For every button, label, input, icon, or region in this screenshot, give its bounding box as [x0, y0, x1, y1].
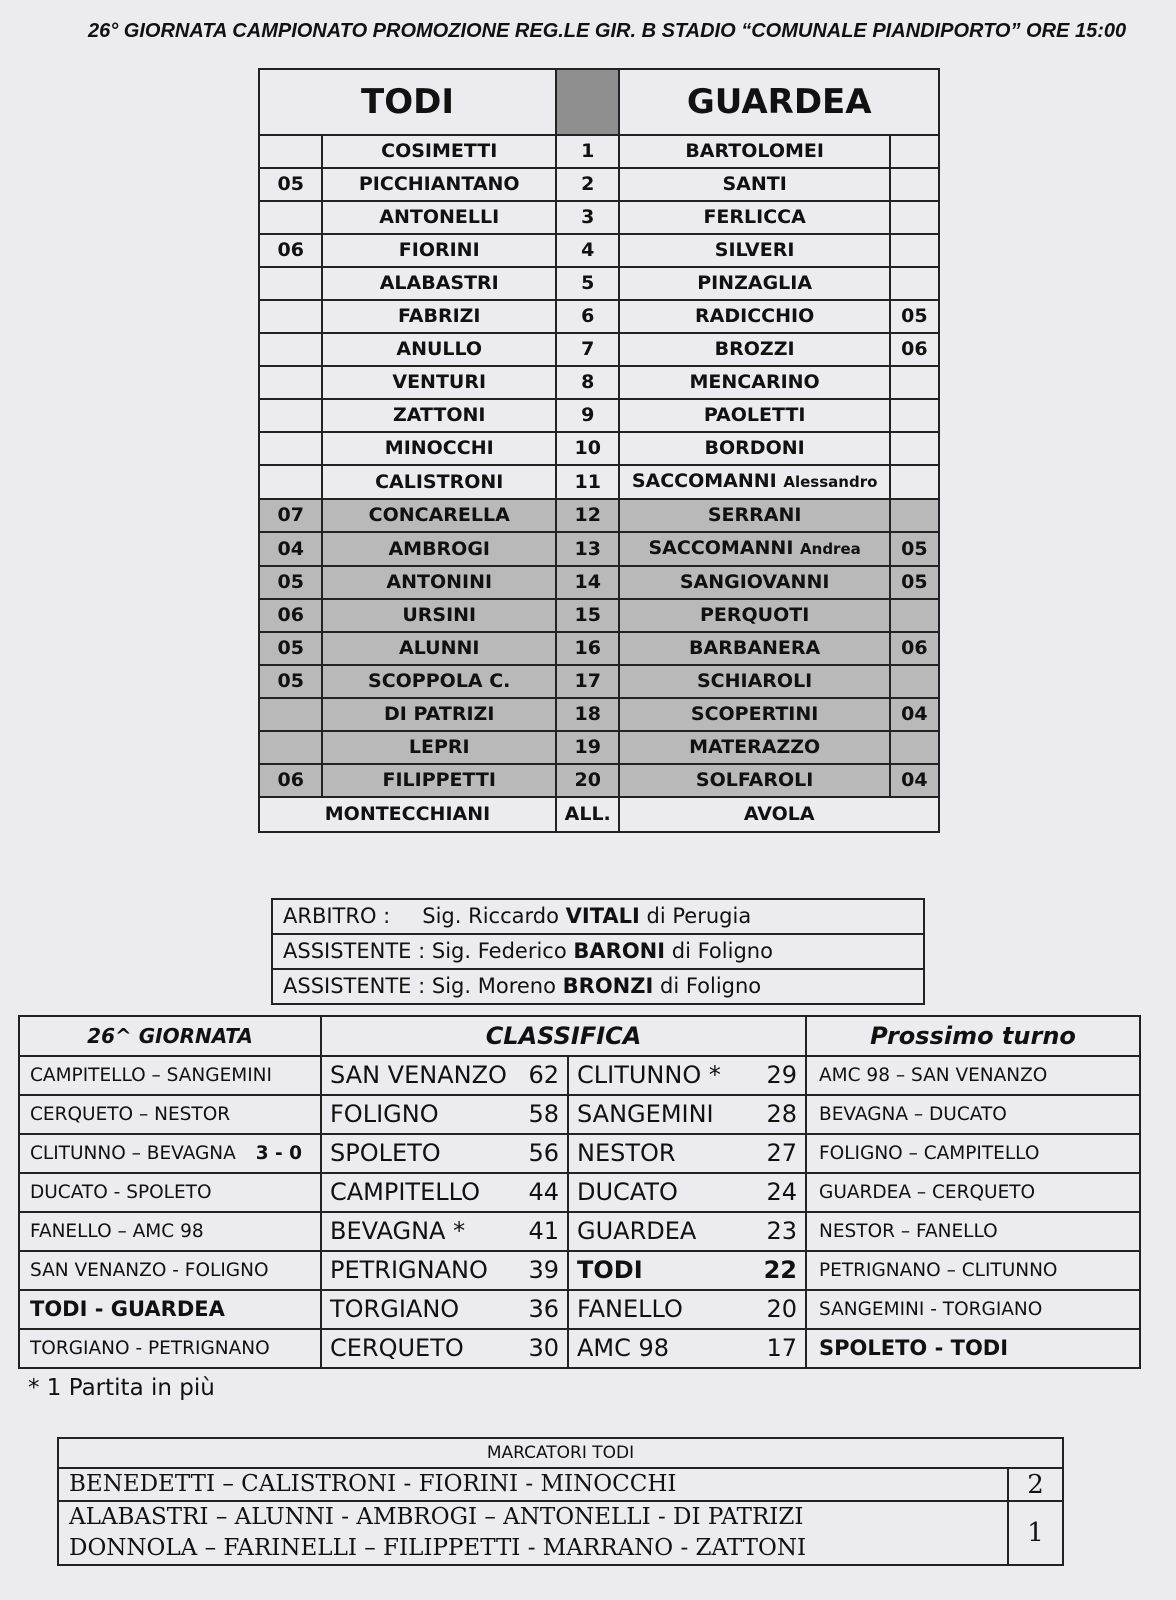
shirt-number: 15 — [556, 599, 619, 632]
official-surname: BARONI — [573, 939, 666, 963]
team-points: 41 — [528, 1217, 559, 1245]
lineup-row — [259, 599, 939, 632]
away-sub-minute — [890, 399, 939, 432]
away-player-name: SCHIAROLI — [696, 670, 813, 692]
away-player — [619, 366, 889, 399]
away-player-name: MATERAZZO — [689, 736, 821, 758]
away-player — [619, 168, 889, 201]
away-player-name: MENCARINO — [689, 371, 820, 393]
next-match: SANGEMINI - TORGIANO — [806, 1290, 1140, 1329]
team-name: FOLIGNO — [330, 1100, 439, 1128]
away-sub-minute: 06 — [890, 333, 939, 366]
away-sub-minute — [890, 168, 939, 201]
matchday-result — [19, 1095, 321, 1134]
away-sub-minute — [890, 366, 939, 399]
away-player — [619, 399, 889, 432]
away-player-name: SCOPERTINI — [690, 703, 819, 725]
home-sub-minute — [259, 731, 322, 764]
page-title: 26° GIORNATA CAMPIONATO PROMOZIONE REG.LE GIR. B STADIO “COMUNALE PIANDIPORTO” ORE 15:00 — [88, 20, 1127, 42]
away-player — [619, 632, 889, 665]
standings-row — [19, 1212, 1140, 1251]
home-sub-minute: 05 — [259, 168, 322, 201]
official-row — [272, 899, 924, 934]
away-sub-minute — [890, 267, 939, 300]
official-row — [272, 934, 924, 969]
away-sub-minute — [890, 731, 939, 764]
away-player — [619, 532, 889, 566]
away-player-name: BARBANERA — [689, 637, 821, 659]
lineup-row — [259, 499, 939, 532]
shirt-number: 4 — [556, 234, 619, 267]
team-points: 28 — [766, 1100, 798, 1128]
shirt-number: 14 — [556, 566, 619, 599]
lineup-row — [259, 267, 939, 300]
standing-cell — [568, 1251, 806, 1290]
away-player — [619, 234, 889, 267]
matchday-result — [19, 1134, 321, 1173]
official-cell — [272, 934, 924, 969]
lineup-row — [259, 168, 939, 201]
away-player-name: SOLFAROLI — [695, 769, 814, 791]
shirt-number: 6 — [556, 300, 619, 333]
shirt-number: 19 — [556, 731, 619, 764]
matchday-header: 26^ GIORNATA — [19, 1016, 321, 1056]
standing-cell — [321, 1290, 568, 1329]
lineup-row — [259, 532, 939, 566]
home-sub-minute — [259, 698, 322, 731]
shirt-number: 18 — [556, 698, 619, 731]
away-sub-minute — [890, 465, 939, 499]
standing-cell — [568, 1329, 806, 1368]
away-player-name: PERQUOTI — [699, 604, 810, 626]
match-name: CERQUETO – NESTOR — [30, 1104, 231, 1125]
team-name: GUARDEA — [577, 1217, 697, 1245]
away-player — [619, 764, 889, 797]
standings-row — [19, 1251, 1140, 1290]
away-player-name: PINZAGLIA — [697, 272, 813, 294]
away-player-name: RADICCHIO — [695, 305, 815, 327]
away-player-name: BORDONI — [704, 437, 805, 459]
next-match: FOLIGNO – CAMPITELLO — [806, 1134, 1140, 1173]
shirt-number: 9 — [556, 399, 619, 432]
team-points: 58 — [528, 1100, 559, 1128]
away-player-name: BROZZI — [714, 338, 795, 360]
next-match: AMC 98 – SAN VENANZO — [806, 1056, 1140, 1095]
standing-cell — [321, 1056, 568, 1095]
away-team-name: GUARDEA — [619, 69, 939, 135]
scorers-line-2a: ALABASTRI – ALUNNI - AMBROGI – ANTONELLI - DI PATRIZI — [69, 1504, 804, 1530]
away-sub-minute — [890, 665, 939, 698]
official-city: di Foligno — [659, 974, 762, 998]
official-city: di Foligno — [671, 939, 773, 963]
team-name: CLITUNNO * — [577, 1061, 721, 1089]
match-score: 3 - 0 — [255, 1143, 302, 1164]
official-surname: VITALI — [565, 904, 640, 928]
team-name: SPOLETO — [330, 1139, 441, 1167]
home-sub-minute: 05 — [259, 632, 322, 665]
matchday-result — [19, 1251, 321, 1290]
standing-cell — [568, 1056, 806, 1095]
team-points: 20 — [766, 1295, 798, 1323]
team-points: 56 — [528, 1139, 559, 1167]
standing-cell — [321, 1134, 568, 1173]
official-role: ASSISTENTE : — [283, 974, 426, 998]
team-points: 62 — [528, 1061, 559, 1089]
standings-row — [19, 1290, 1140, 1329]
officials-table — [271, 898, 925, 1005]
shirt-number: 12 — [556, 499, 619, 532]
home-player: PICCHIANTANO — [322, 168, 555, 201]
away-player — [619, 432, 889, 465]
team-points: 36 — [528, 1295, 559, 1323]
shirt-number: 8 — [556, 366, 619, 399]
matchday-result — [19, 1329, 321, 1368]
lineup-table — [258, 68, 940, 833]
team-points: 24 — [766, 1178, 798, 1206]
home-player: VENTURI — [322, 366, 555, 399]
home-sub-minute: 04 — [259, 532, 322, 566]
away-sub-minute — [890, 432, 939, 465]
home-sub-minute — [259, 300, 322, 333]
standings-row — [19, 1134, 1140, 1173]
away-player-firstname: Andrea — [800, 540, 861, 558]
standings-table — [18, 1015, 1141, 1369]
away-player-firstname: Alessandro — [783, 473, 878, 491]
lineup-row — [259, 234, 939, 267]
away-player — [619, 267, 889, 300]
away-sub-minute: 04 — [890, 764, 939, 797]
home-player: ALABASTRI — [322, 267, 555, 300]
team-points: 30 — [528, 1334, 559, 1362]
home-sub-minute — [259, 135, 322, 168]
next-match: BEVAGNA – DUCATO — [806, 1095, 1140, 1134]
team-name: CAMPITELLO — [330, 1178, 481, 1206]
team-name: CERQUETO — [330, 1334, 464, 1362]
team-name: BEVAGNA * — [330, 1217, 466, 1245]
home-player: SCOPPOLA C. — [322, 665, 555, 698]
lineup-row — [259, 201, 939, 234]
shirt-number: 5 — [556, 267, 619, 300]
away-sub-minute — [890, 599, 939, 632]
lineup-row — [259, 135, 939, 168]
scorers-line-2 — [58, 1501, 1008, 1565]
shirt-number: 17 — [556, 665, 619, 698]
standings-row — [19, 1329, 1140, 1368]
home-player: LEPRI — [322, 731, 555, 764]
standing-cell — [568, 1134, 806, 1173]
matchday-result — [19, 1056, 321, 1095]
next-match: NESTOR – FANELLO — [806, 1212, 1140, 1251]
team-points: 39 — [528, 1256, 559, 1284]
team-name: DUCATO — [577, 1178, 678, 1206]
home-player: FABRIZI — [322, 300, 555, 333]
lineup-row — [259, 333, 939, 366]
home-player: DI PATRIZI — [322, 698, 555, 731]
standing-cell — [321, 1173, 568, 1212]
shirt-number: 10 — [556, 432, 619, 465]
home-player: ANULLO — [322, 333, 555, 366]
team-name: TODI — [577, 1256, 643, 1284]
next-match: PETRIGNANO – CLITUNNO — [806, 1251, 1140, 1290]
team-name: TORGIANO — [330, 1295, 460, 1323]
lineup-row — [259, 764, 939, 797]
away-player-name: SANGIOVANNI — [679, 571, 830, 593]
matchday-result — [19, 1212, 321, 1251]
standing-cell — [568, 1290, 806, 1329]
home-sub-minute — [259, 399, 322, 432]
lineup-row — [259, 465, 939, 499]
home-sub-minute: 06 — [259, 234, 322, 267]
match-name: CAMPITELLO – SANGEMINI — [30, 1065, 272, 1086]
match-name: TORGIANO - PETRIGNANO — [30, 1338, 270, 1359]
home-sub-minute — [259, 465, 322, 499]
away-player — [619, 566, 889, 599]
standing-cell — [568, 1173, 806, 1212]
home-sub-minute: 05 — [259, 665, 322, 698]
home-sub-minute — [259, 432, 322, 465]
coach-row — [259, 797, 939, 832]
away-player-name: SACCOMANNI — [648, 537, 794, 559]
shirt-number: 13 — [556, 532, 619, 566]
team-name: SAN VENANZO — [330, 1061, 507, 1089]
away-player-name: BARTOLOMEI — [685, 140, 824, 162]
away-player — [619, 499, 889, 532]
lineup-row — [259, 665, 939, 698]
team-points: 27 — [766, 1139, 798, 1167]
standings-row — [19, 1056, 1140, 1095]
scorers-table — [57, 1437, 1064, 1566]
away-player — [619, 698, 889, 731]
home-player: COSIMETTI — [322, 135, 555, 168]
team-name: AMC 98 — [577, 1334, 670, 1362]
scorers-line-1: BENEDETTI – CALISTRONI - FIORINI - MINOCCHI — [58, 1468, 1008, 1501]
home-team-name: TODI — [259, 69, 556, 135]
away-sub-minute: 05 — [890, 566, 939, 599]
shirt-number: 20 — [556, 764, 619, 797]
home-player: ANTONINI — [322, 566, 555, 599]
match-name: TODI - GUARDEA — [30, 1297, 225, 1321]
lineup-row — [259, 300, 939, 333]
team-name: NESTOR — [577, 1139, 676, 1167]
lineup-row — [259, 366, 939, 399]
official-title: Sig. Federico — [431, 939, 567, 963]
away-player — [619, 465, 889, 499]
away-sub-minute: 06 — [890, 632, 939, 665]
lineup-row — [259, 399, 939, 432]
team-points: 22 — [763, 1256, 798, 1284]
away-sub-minute — [890, 499, 939, 532]
standing-cell — [321, 1329, 568, 1368]
home-player: URSINI — [322, 599, 555, 632]
away-sub-minute: 05 — [890, 300, 939, 333]
home-player: CONCARELLA — [322, 499, 555, 532]
shirt-number: 1 — [556, 135, 619, 168]
official-cell — [272, 969, 924, 1004]
official-city: di Perugia — [646, 904, 752, 928]
away-sub-minute — [890, 135, 939, 168]
away-player-name: PAOLETTI — [703, 404, 806, 426]
classifica-header: CLASSIFICA — [321, 1016, 806, 1056]
standing-cell — [568, 1212, 806, 1251]
home-sub-minute — [259, 201, 322, 234]
home-sub-minute: 05 — [259, 566, 322, 599]
match-name: SAN VENANZO - FOLIGNO — [30, 1260, 269, 1281]
next-match: SPOLETO - TODI — [806, 1329, 1140, 1368]
away-player-name: SERRANI — [707, 504, 802, 526]
home-player: CALISTRONI — [322, 465, 555, 499]
lineup-row — [259, 566, 939, 599]
matchday-result — [19, 1173, 321, 1212]
standing-cell — [321, 1212, 568, 1251]
standings-row — [19, 1095, 1140, 1134]
home-sub-minute: 06 — [259, 764, 322, 797]
away-player — [619, 135, 889, 168]
home-sub-minute: 06 — [259, 599, 322, 632]
away-player — [619, 201, 889, 234]
next-match: GUARDEA – CERQUETO — [806, 1173, 1140, 1212]
home-player: ANTONELLI — [322, 201, 555, 234]
team-name: SANGEMINI — [577, 1100, 714, 1128]
lineup-row — [259, 632, 939, 665]
home-sub-minute — [259, 366, 322, 399]
home-coach: MONTECCHIANI — [259, 797, 556, 832]
away-sub-minute: 04 — [890, 698, 939, 731]
match-name: CLITUNNO – BEVAGNA — [30, 1143, 236, 1164]
shirt-number: 7 — [556, 333, 619, 366]
standings-header — [19, 1016, 1140, 1056]
header-spacer — [556, 69, 619, 135]
teams-row — [259, 69, 939, 135]
next-round-header: Prossimo turno — [806, 1016, 1140, 1056]
official-title: Sig. Moreno — [431, 974, 556, 998]
official-surname: BRONZI — [562, 974, 654, 998]
scorers-title: MARCATORI TODI — [58, 1438, 1063, 1468]
away-player-name: SILVERI — [714, 239, 795, 261]
home-player: FIORINI — [322, 234, 555, 267]
home-sub-minute: 07 — [259, 499, 322, 532]
away-player-name: SACCOMANNI — [631, 470, 777, 492]
team-points: 44 — [528, 1178, 559, 1206]
matchday-result — [19, 1290, 321, 1329]
team-points: 17 — [766, 1334, 798, 1362]
shirt-number: 2 — [556, 168, 619, 201]
team-points: 29 — [766, 1061, 798, 1089]
scorers-line-2b: DONNOLA – FARINELLI – FILIPPETTI - MARRANO - ZATTONI — [69, 1535, 807, 1561]
team-name: PETRIGNANO — [330, 1256, 488, 1284]
away-player-name: FERLICCA — [703, 206, 806, 228]
home-player: ALUNNI — [322, 632, 555, 665]
footnote: * 1 Partita in più — [28, 1375, 215, 1401]
official-row — [272, 969, 924, 1004]
away-sub-minute — [890, 201, 939, 234]
away-sub-minute: 05 — [890, 532, 939, 566]
official-role: ARBITRO : — [283, 904, 391, 928]
official-role: ASSISTENTE : — [283, 939, 426, 963]
home-player: FILIPPETTI — [322, 764, 555, 797]
away-player — [619, 599, 889, 632]
away-sub-minute — [890, 234, 939, 267]
match-name: DUCATO - SPOLETO — [30, 1182, 212, 1203]
official-title: Sig. Riccardo — [422, 904, 559, 928]
away-player — [619, 333, 889, 366]
official-cell — [272, 899, 924, 934]
standing-cell — [321, 1251, 568, 1290]
home-sub-minute — [259, 333, 322, 366]
scorers-count-1: 2 — [1008, 1468, 1063, 1501]
shirt-number: 3 — [556, 201, 619, 234]
away-player — [619, 665, 889, 698]
lineup-row — [259, 432, 939, 465]
away-player — [619, 731, 889, 764]
coach-label: ALL. — [556, 797, 619, 832]
lineup-row — [259, 731, 939, 764]
home-player: MINOCCHI — [322, 432, 555, 465]
team-name: FANELLO — [577, 1295, 683, 1323]
scorers-count-2: 1 — [1008, 1501, 1063, 1565]
match-name: FANELLO – AMC 98 — [30, 1221, 204, 1242]
home-player: ZATTONI — [322, 399, 555, 432]
standings-row — [19, 1173, 1140, 1212]
away-player — [619, 300, 889, 333]
home-sub-minute — [259, 267, 322, 300]
standing-cell — [568, 1095, 806, 1134]
away-coach: AVOLA — [619, 797, 939, 832]
home-player: AMBROGI — [322, 532, 555, 566]
shirt-number: 16 — [556, 632, 619, 665]
away-player-name: SANTI — [722, 173, 787, 195]
lineup-row — [259, 698, 939, 731]
team-points: 23 — [766, 1217, 798, 1245]
standing-cell — [321, 1095, 568, 1134]
shirt-number: 11 — [556, 465, 619, 499]
